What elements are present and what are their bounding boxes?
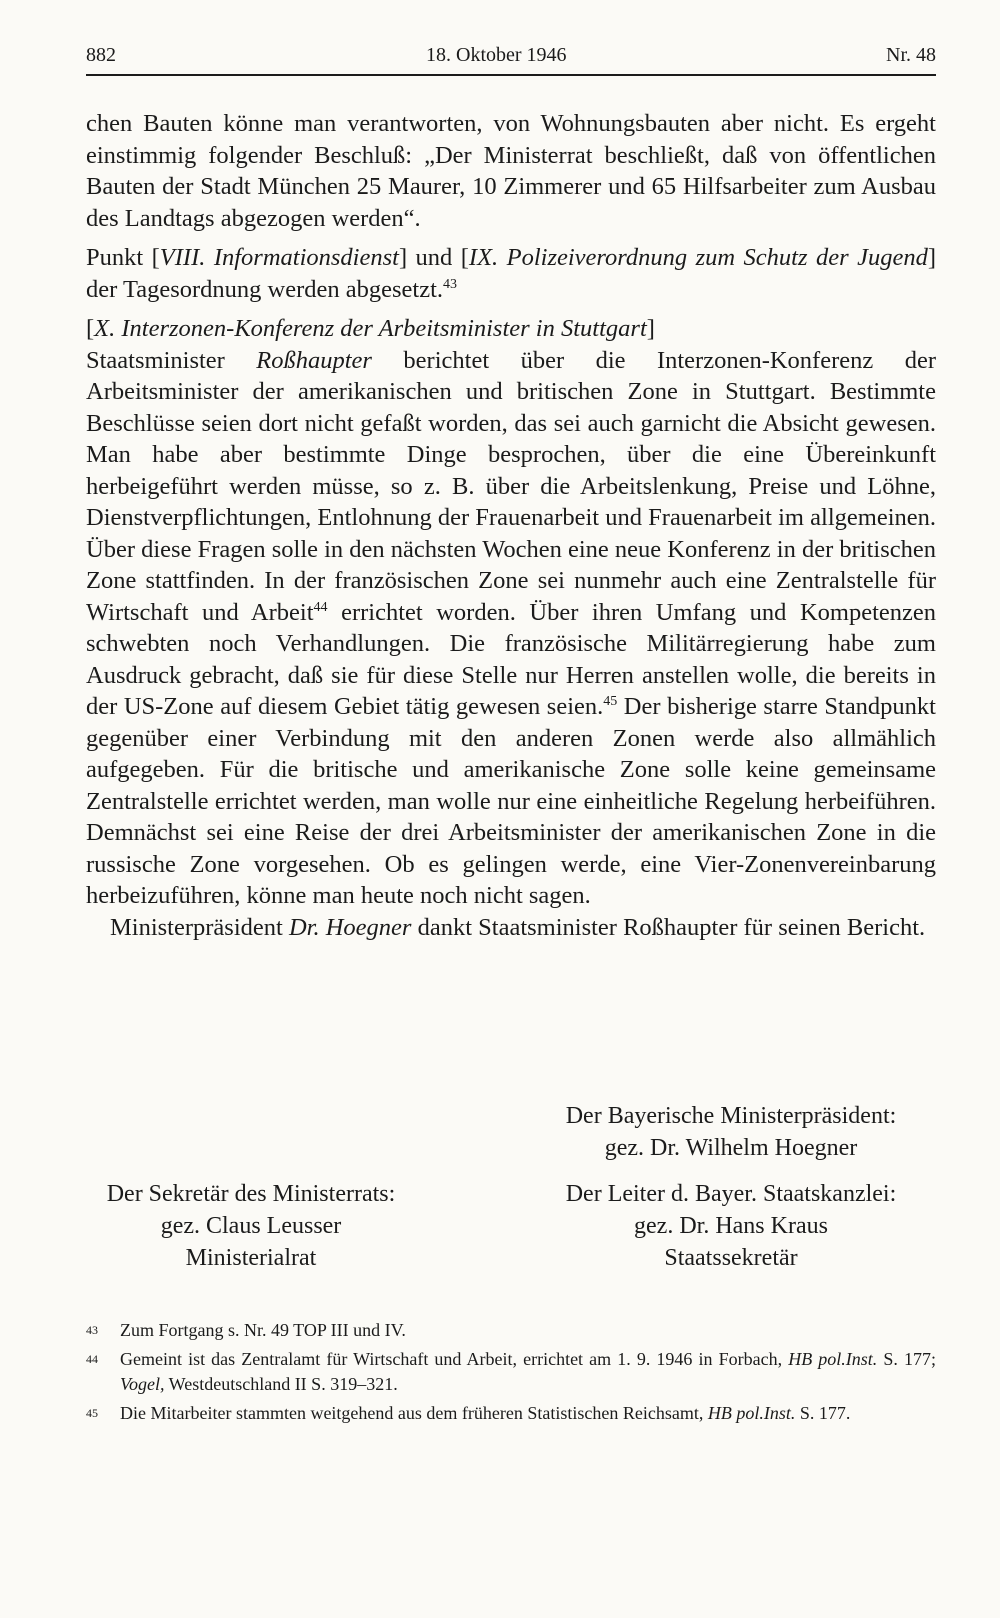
signature-name: gez. Claus Leusser: [160, 1213, 342, 1239]
signature-rank: Staatssekretär: [664, 1245, 798, 1271]
signature-title: Der Leiter d. Bayer. Staatskanzlei:: [565, 1181, 897, 1207]
header-rule: [86, 74, 936, 76]
signature-title: Der Sekretär des Ministerrats:: [106, 1181, 396, 1207]
page-number: 882: [86, 44, 116, 66]
footnote-43: 43 Zum Fortgang s. Nr. 49 TOP III und IV.: [86, 1320, 406, 1340]
footnotes: [86, 1318, 936, 1430]
signature-block-right: [526, 1100, 936, 1274]
footnote-44: 44 Gemeint ist das Zentralamt für Wirtschaft und Arbeit, errichtet am 1. 9. 1946 in Forbach, HB pol.Inst. S. 177; Vogel, Westdeutschland II S. 319–321.: [86, 1349, 936, 1394]
body-text: [86, 108, 936, 943]
issue-number: Nr. 48: [886, 44, 936, 66]
signature-block-left: [86, 1178, 416, 1274]
section-heading: [X. Interzonen-Konferenz der Arbeitsminister in Stuttgart]: [86, 315, 655, 342]
paragraph-resolution: chen Bauten könne man verantworten, von Wohnungsbauten aber nicht. Es ergeht einstimmig folgender Beschluß: „Der Ministerrat beschließt, daß von öffentlichen Bauten der Stadt München 25 Maurer, 10 Zimmerer und 65 Hilfsarbeiter zum Ausbau des Landtags abgezogen werden“.: [86, 110, 936, 232]
signature-rank: Ministerialrat: [185, 1245, 317, 1271]
paragraph-agenda-items: Punkt [VIII. Informationsdienst] und [IX. Polizeiverordnung zum Schutz der Jugend] der Tagesordnung werden abgesetzt.$^{43}$: [86, 244, 936, 303]
header-date: 18. Oktober 1946: [426, 44, 567, 66]
running-head: [86, 44, 936, 67]
signature-title: Der Bayerische Ministerpräsident:: [565, 1103, 897, 1129]
footnote-ref-43: 43: [443, 276, 458, 292]
footnote-45: 45 Die Mitarbeiter stammten weitgehend aus dem früheren Statistischen Reichsamt, HB pol.Inst. S. 177.: [86, 1403, 851, 1423]
paragraph-thanks: Ministerpräsident Dr. Hoegner dankt Staatsminister Roßhaupter für seinen Bericht.: [110, 913, 926, 941]
signature-name: gez. Dr. Hans Kraus: [634, 1213, 828, 1239]
footnote-ref-45: 45: [603, 693, 618, 709]
paragraph-report: Staatsminister Roßhaupter berichtet über die Interzonen-Konferenz der Arbeitsminister der amerikanischen und britischen Zone in Stuttgart. Bestimmte Beschlüsse seien dort nicht gefaßt worden, das sei auch garnicht die Absicht gewesen. Man habe aber bestimmte Dinge besprochen, über die eine Übereinkunft herbeigeführt werden müsse, so z. B. über die Arbeitslenkung, Preise und Löhne, Dienstverpflichtungen, Entlohnung der Frauenarbeit und Frauenarbeit im allgemeinen. Über diese Fragen solle in den nächsten Wochen eine neue Konferenz in der britischen Zone stattfinden. In der französischen Zone sei nunmehr auch eine Zentralstelle für Wirtschaft und Arbeit$^{44}$ errichtet worden. Über ihren Umfang und Kompetenzen schwebten noch Verhandlungen. Die französische Militärregierung habe zum Ausdruck gebracht, daß sie für diese Stelle nur Herren anstellen wolle, die bereits in der US-Zone auf diesem Gebiet tätig gewesen seien.$^{45}$ Der bisherige starre Standpunkt gegenüber einer Verbindung mit den anderen Zonen werde also allmählich aufgegeben. Für die britische und amerikanische Zone solle keine gemeinsame Zentralstelle errichtet werden, man wolle nur eine einheitliche Regelung herbeiführen. Demnächst sei eine Reise der drei Arbeitsminister der amerikanischen Zone in die russische Zone vorgesehen. Ob es gelingen werde, eine Vier-Zonenvereinbarung herbeizuführen, könne man heute noch nicht sagen.: [86, 346, 936, 909]
footnote-ref-44: 44: [313, 599, 328, 615]
signature-name: gez. Dr. Wilhelm Hoegner: [604, 1135, 858, 1161]
